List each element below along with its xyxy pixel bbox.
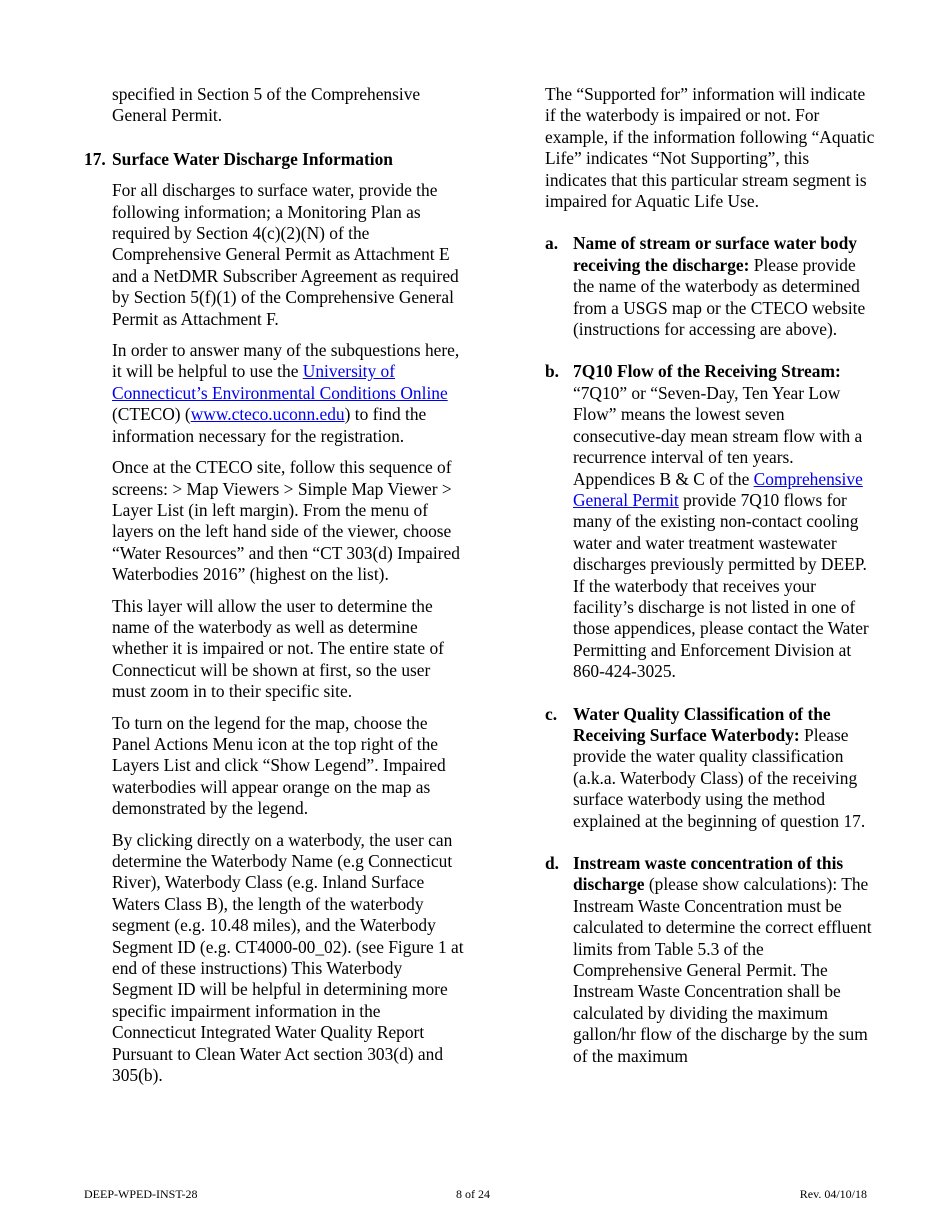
list-item-title: 7Q10 Flow of the Receiving Stream: xyxy=(573,361,841,382)
list-item-body xyxy=(573,853,875,1067)
footer-doc-id: DEEP-WPED-INST-28 xyxy=(84,1187,198,1201)
uconn-cteco-link[interactable]: University of Connecticut’s Environmental Conditions Online xyxy=(112,361,448,403)
right-column xyxy=(545,84,875,1067)
list-item-letter: a. xyxy=(545,233,559,254)
list-item-letter: c. xyxy=(545,703,558,724)
list-item-b xyxy=(545,361,875,682)
paragraph-cteco-text-2: (CTECO) ( xyxy=(112,404,191,425)
list-item-body xyxy=(573,233,875,340)
list-item-body xyxy=(573,361,875,682)
comprehensive-general-permit-link[interactable]: Comprehensive General Permit xyxy=(573,468,863,510)
list-item-text: “7Q10” or “Seven-Day, Ten Year Low Flow” means the lowest seven consecutive-day mean stream flow with a recurrence interval of ten years. Appendices B & C of the xyxy=(573,382,863,489)
list-item-letter: b. xyxy=(545,361,560,382)
paragraph-screen-sequence: Once at the CTECO site, follow this sequence of screens: > Map Viewers > Simple Map Viewer > Layer List (in left margin). From the menu of layers on the left hand side of the viewer, choose “Water Resources” and then “CT 303(d) Impaired Waterbodies 2016” (highest on the list). xyxy=(112,457,460,585)
left-intro-paragraph: specified in Section 5 of the Comprehensive General Permit. xyxy=(112,84,421,126)
left-column xyxy=(84,84,464,1086)
cteco-url-link[interactable]: www.cteco.uconn.edu xyxy=(190,404,345,425)
list-item-body xyxy=(573,704,875,832)
paragraph-cteco-text-1: In order to answer many of the subquestions here, it will be helpful to use the xyxy=(112,340,460,382)
paragraph-discharge-info: For all discharges to surface water, provide the following information; a Monitoring Plan as required by Section 4(c)(2)(N) of the Comprehensive General Permit as Attachment E and a NetDMR Subscriber Agreement as required by Section 5(f)(1) of the Comprehensive General Permit as Attachment F. xyxy=(112,180,459,329)
list-item-title: Name of stream or surface water body receiving the discharge: xyxy=(573,233,857,275)
section-number: 17. xyxy=(84,148,106,169)
list-item-c xyxy=(545,704,875,832)
list-item-title: Instream waste concentration of this discharge xyxy=(573,853,844,895)
list-item-a xyxy=(545,233,875,340)
list-item-text: Please provide the name of the waterbody as determined from a USGS map or the CTECO website (instructions for accessing are above). xyxy=(573,254,866,340)
list-item-text: (please show calculations): The Instream Waste Concentration must be calculated to determine the correct effluent limits from Table 5.3 of the Comprehensive General Permit. The Instream Waste Concentration shall be calculated by dividing the maximum gallon/hr flow of the discharge by the sum of the maximum xyxy=(573,874,872,1066)
list-item-text: Please provide the water quality classification (a.k.a. Waterbody Class) of the receiving surface waterbody using the method explained at the beginning of question 17. xyxy=(573,724,866,831)
footer-page-number: 8 of 24 xyxy=(456,1187,490,1201)
paragraph-cteco-text-3: ) to find the information necessary for the registration. xyxy=(112,404,427,446)
right-intro-paragraph: The “Supported for” information will indicate if the waterbody is impaired or not. For example, if the information following “Aquatic Life” indicates “Not Supporting”, this indicates that this particular stream segment is impaired for Aquatic Life Use. xyxy=(545,84,875,212)
paragraph-waterbody-click: By clicking directly on a waterbody, the user can determine the Waterbody Name (e.g Connecticut River), Waterbody Class (e.g. Inland Surface Waters Class B), the length of the waterbody segment (e.g. 10.48 miles), and the Waterbody Segment ID (e.g. CT4000-00_02). (see Figure 1 at end of these instructions) This Waterbody Segment ID will be helpful in determining more specific impairment information in the Connecticut Integrated Water Quality Report Pursuant to Clean Water Act section 303(d) and 305(b). xyxy=(112,829,464,1086)
section-heading xyxy=(84,149,464,170)
paragraph-cteco xyxy=(112,340,464,447)
paragraph-layer-usage: This layer will allow the user to determine the name of the waterbody as well as determine whether it is impaired or not. The entire state of Connecticut will be shown at first, so the user must zoom in to their specific site. xyxy=(112,595,444,702)
section-title: Surface Water Discharge Information xyxy=(112,148,393,169)
paragraph-legend: To turn on the legend for the map, choose the Panel Actions Menu icon at the top right of the Layers List and click “Show Legend”. Impaired waterbodies will appear orange on the map as demonstrated by the legend. xyxy=(112,712,446,819)
list-item-d xyxy=(545,853,875,1067)
list-item-text-continued: provide 7Q10 flows for many of the existing non-contact cooling water and water treatment wastewater discharges previously permitted by DEEP. If the waterbody that receives your facility’s discharge is not listed in one of those appendices, please contact the Water Permitting and Enforcement Division at 860-424-3025. xyxy=(573,489,869,682)
list-item-letter: d. xyxy=(545,853,560,873)
list-item-title: Water Quality Classification of the Receiving Surface Waterbody: xyxy=(573,703,831,745)
footer-revision: Rev. 04/10/18 xyxy=(799,1187,867,1201)
